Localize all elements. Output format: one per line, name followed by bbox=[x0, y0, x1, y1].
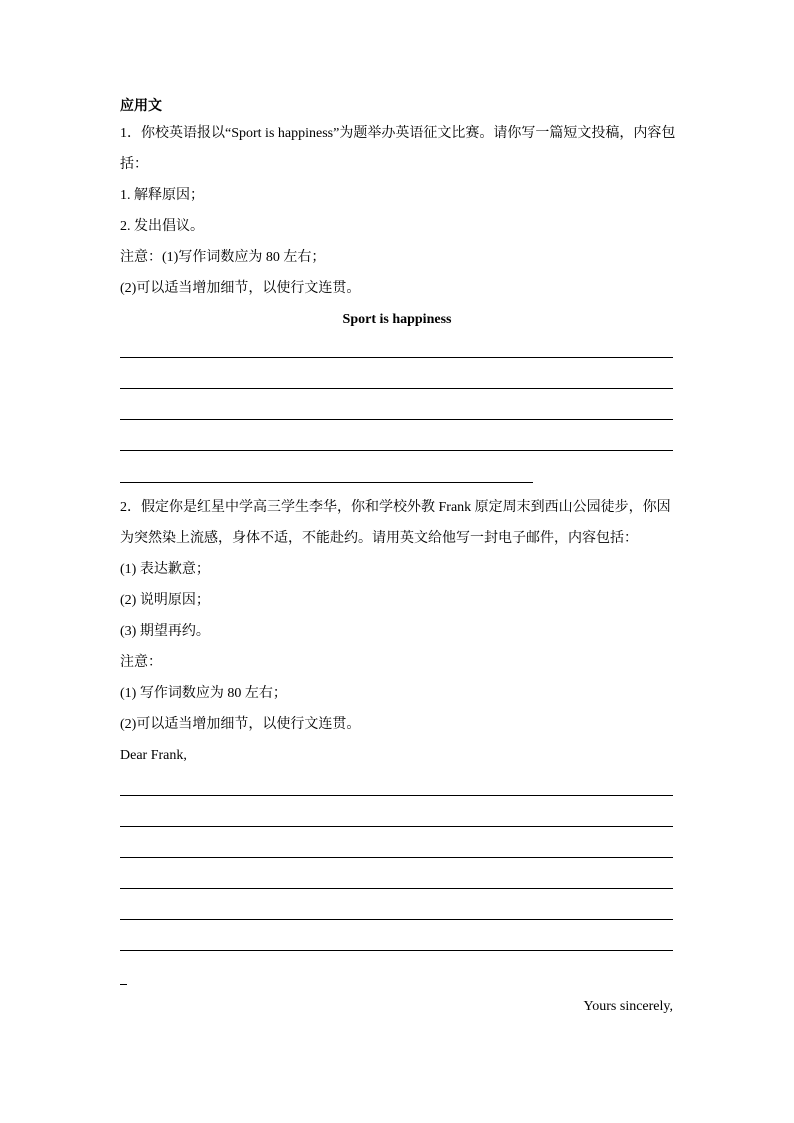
q2-answer-line-3 bbox=[120, 857, 673, 858]
q1-note-2: (2)可以适当增加细节，以使行文连贯。 bbox=[120, 281, 361, 296]
q2-prompt-line-2: 为突然染上流感，身体不适，不能赴约。请用英文给他写一封电子邮件，内容包括： bbox=[120, 531, 638, 546]
q2-prompt-line-1: 2．假定你是红星中学高三学生李华，你和学校外教 Frank 原定周末到西山公园徒步，你因 bbox=[120, 500, 671, 515]
q2-item-2: (2) 说明原因； bbox=[120, 593, 210, 608]
q2-answer-line-5 bbox=[120, 919, 673, 920]
q2-note-2: (2)可以适当增加细节，以使行文连贯。 bbox=[120, 717, 361, 732]
q1-answer-line-5 bbox=[120, 482, 533, 483]
q1-note-1: 注意：(1)写作词数应为 80 左右； bbox=[120, 250, 326, 265]
q1-answer-line-3 bbox=[120, 419, 673, 420]
q1-essay-title: Sport is happiness bbox=[342, 312, 452, 327]
q2-note-1: (1) 写作词数应为 80 左右； bbox=[120, 686, 287, 701]
q2-item-3: (3) 期望再约。 bbox=[120, 624, 210, 639]
q2-answer-line-4 bbox=[120, 888, 673, 889]
q1-prompt-line-1: 1．你校英语报以“Sport is happiness”为题举办英语征文比赛。请你写一篇短文投稿，内容包 bbox=[120, 126, 676, 141]
q2-note-label: 注意： bbox=[120, 655, 162, 670]
section-title: 应用文 bbox=[120, 99, 162, 114]
q1-answer-line-4 bbox=[120, 450, 673, 451]
q2-answer-line-2 bbox=[120, 826, 673, 827]
q1-answer-line-2 bbox=[120, 388, 673, 389]
q1-prompt-line-2: 括： bbox=[120, 157, 148, 172]
q1-item-2: 2. 发出倡议。 bbox=[120, 219, 204, 234]
q2-item-1: (1) 表达歉意； bbox=[120, 562, 210, 577]
q1-answer-line-1 bbox=[120, 357, 673, 358]
q1-item-1: 1. 解释原因； bbox=[120, 188, 204, 203]
q2-answer-line-6 bbox=[120, 950, 673, 951]
q2-answer-line-1 bbox=[120, 795, 673, 796]
q2-closing: Yours sincerely, bbox=[583, 999, 673, 1014]
q2-salutation: Dear Frank, bbox=[120, 748, 187, 763]
q2-short-dash bbox=[120, 984, 127, 985]
